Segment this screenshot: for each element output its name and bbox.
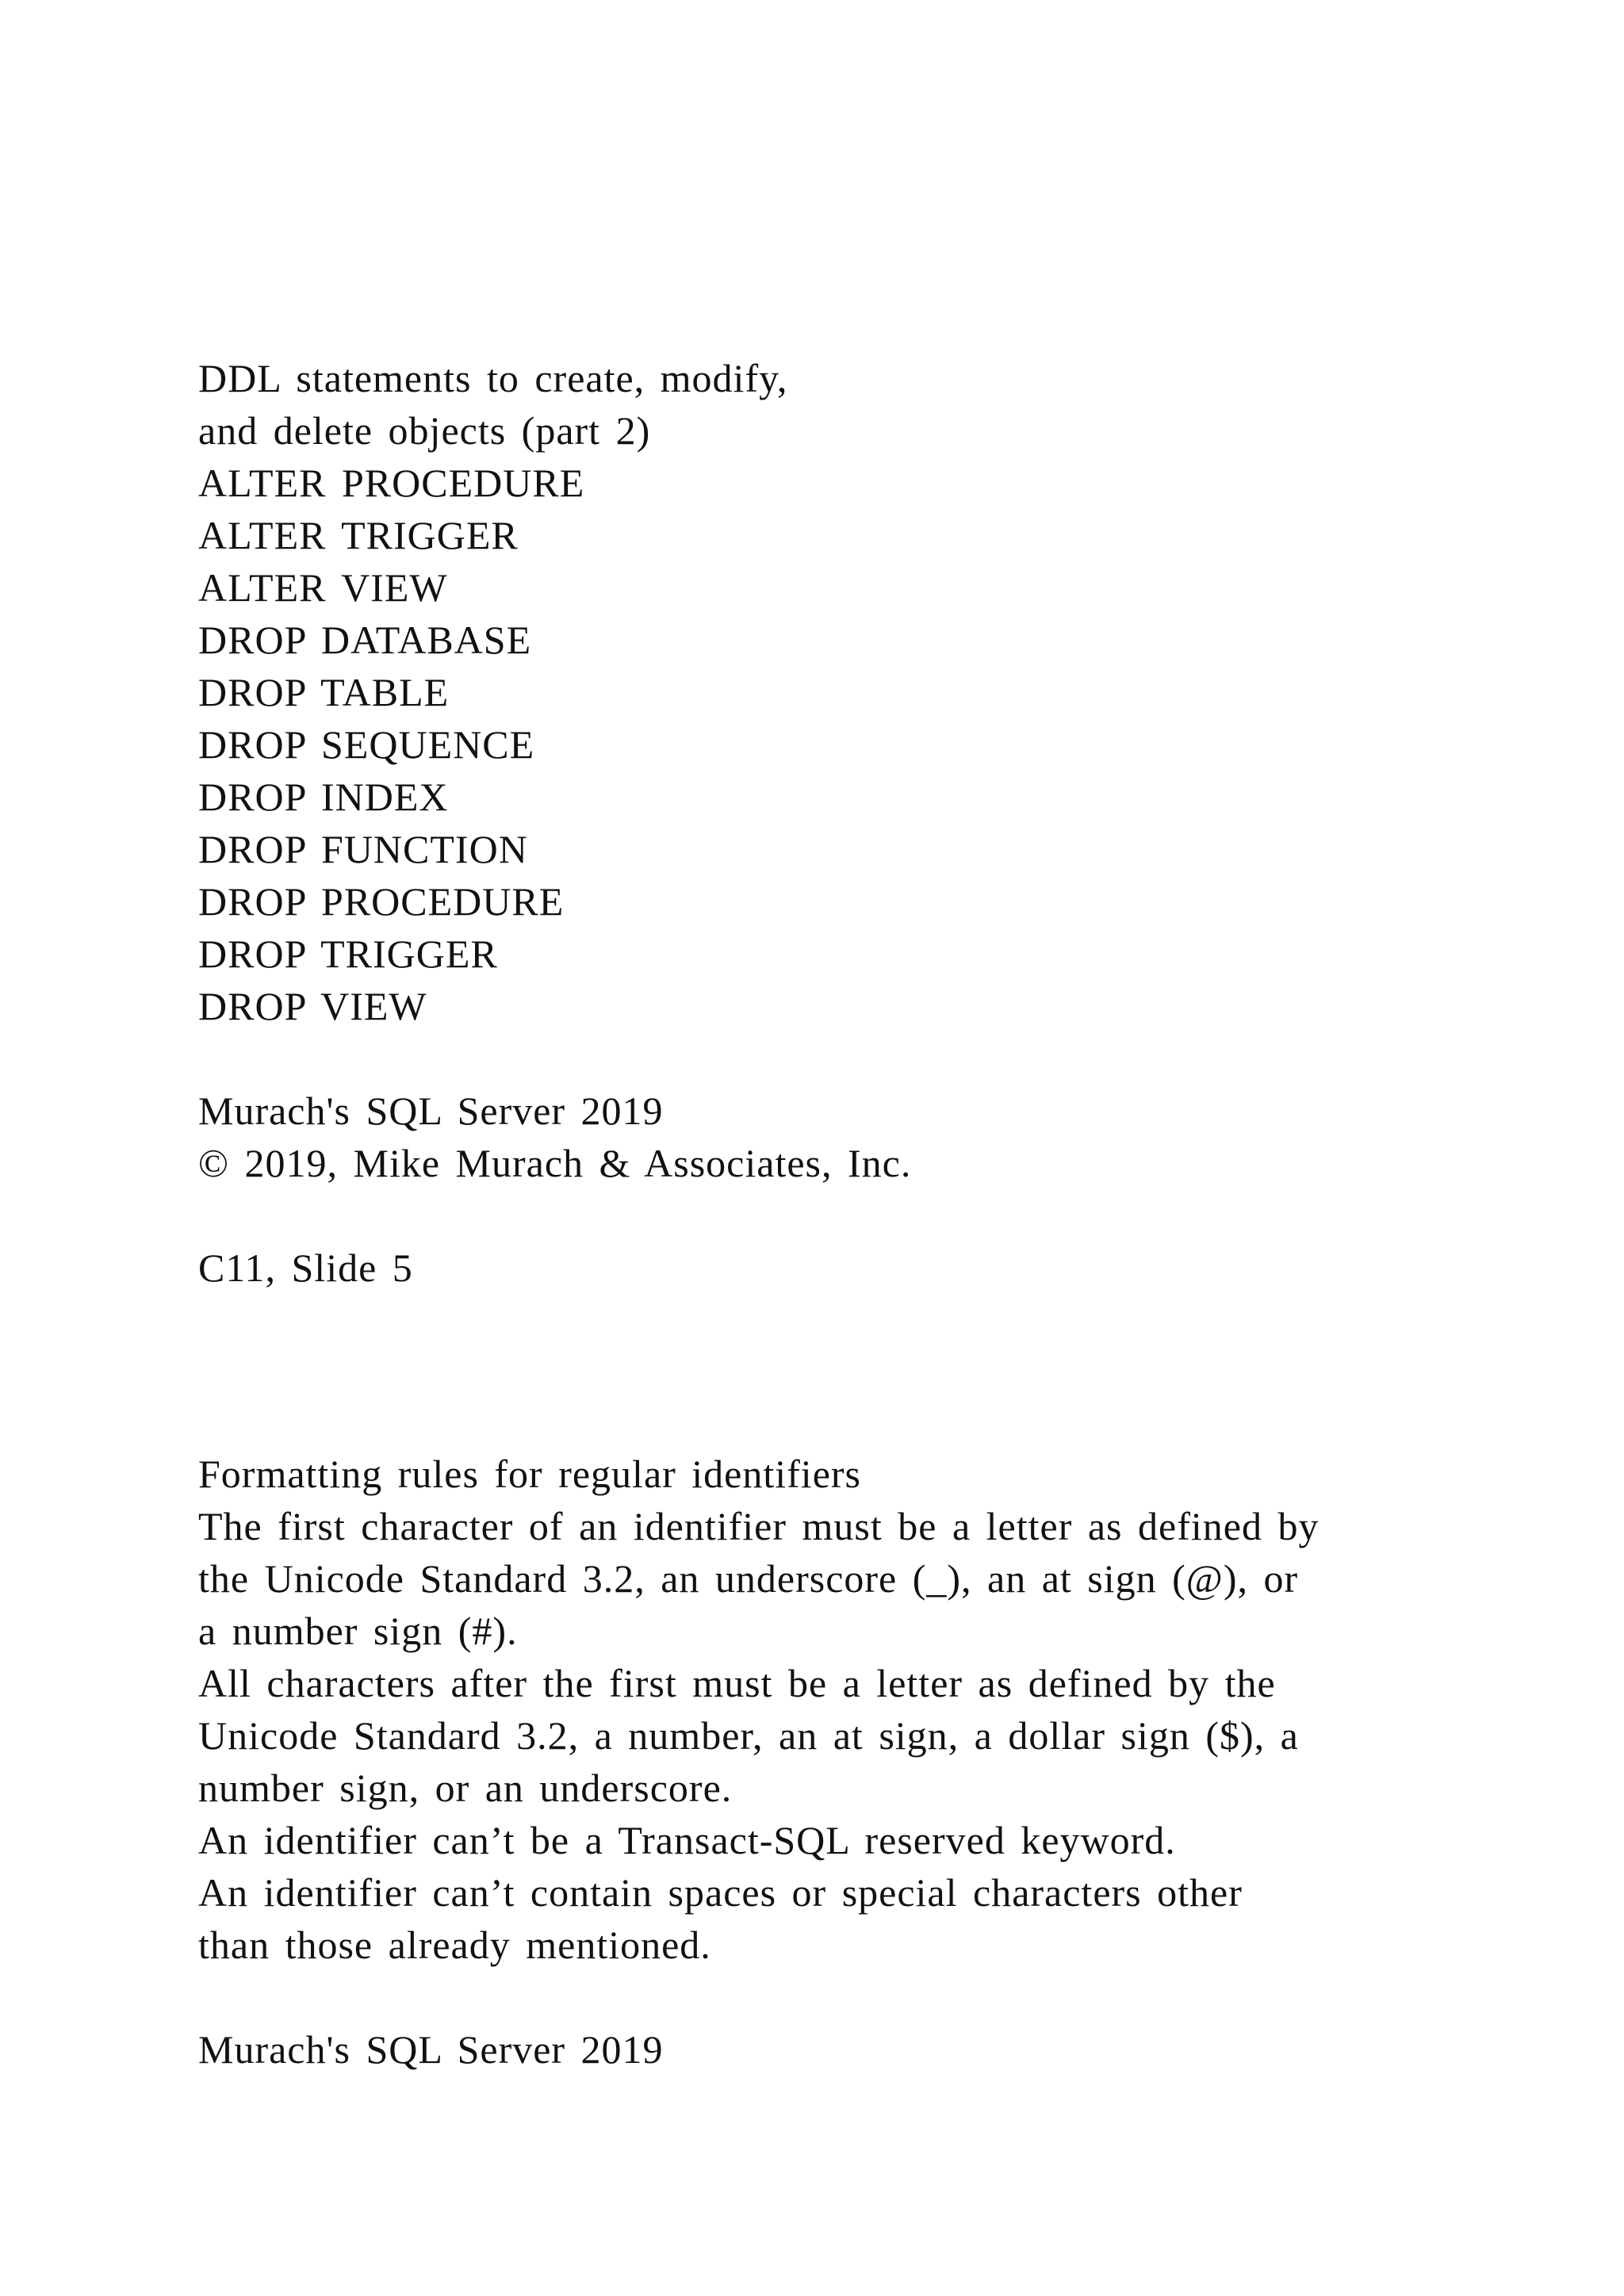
slide-6-text: [198, 1448, 1546, 2076]
statement-drop-procedure: DROP PROCEDURE: [198, 879, 565, 924]
statement-drop-index: DROP INDEX: [198, 775, 449, 819]
rule-line-9: than those already mentioned.: [198, 1923, 711, 1967]
slide-5-text: [198, 352, 1546, 1294]
footer-slide-number: C11, Slide 5: [198, 1246, 413, 1290]
rule-line-5: Unicode Standard 3.2, a number, an at sign, a dollar sign ($), a: [198, 1713, 1299, 1758]
statement-drop-function: DROP FUNCTION: [198, 827, 528, 871]
rule-line-4: All characters after the first must be a letter as defined by the: [198, 1661, 1276, 1705]
statement-drop-table: DROP TABLE: [198, 670, 450, 714]
slide-title: Formatting rules for regular identifiers: [198, 1452, 861, 1496]
spacer: [198, 1189, 1546, 1242]
rule-line-1: The first character of an identifier must be a letter as defined by: [198, 1504, 1320, 1548]
rule-line-3: a number sign (#).: [198, 1609, 518, 1653]
spacer: [198, 1032, 1546, 1085]
rule-line-6: number sign, or an underscore.: [198, 1766, 733, 1810]
footer-book-title: Murach's SQL Server 2019: [198, 2027, 664, 2072]
rule-line-8: An identifier can’t contain spaces or special characters other: [198, 1870, 1243, 1915]
statement-alter-trigger: ALTER TRIGGER: [198, 513, 519, 557]
rule-line-7: An identifier can’t be a Transact-SQL reserved keyword.: [198, 1818, 1176, 1862]
slide-title-line-1: DDL statements to create, modify,: [198, 356, 788, 400]
statement-drop-sequence: DROP SEQUENCE: [198, 722, 535, 767]
footer-copyright: © 2019, Mike Murach & Associates, Inc.: [198, 1141, 912, 1185]
statement-alter-view: ALTER VIEW: [198, 565, 448, 610]
statement-drop-trigger: DROP TRIGGER: [198, 932, 498, 976]
statement-alter-procedure: ALTER PROCEDURE: [198, 461, 585, 505]
statement-drop-database: DROP DATABASE: [198, 618, 532, 662]
statement-drop-view: DROP VIEW: [198, 984, 427, 1028]
footer-book-title: Murach's SQL Server 2019: [198, 1089, 664, 1133]
slide-title-line-2: and delete objects (part 2): [198, 408, 651, 453]
spacer: [198, 1971, 1546, 2023]
rule-line-2: the Unicode Standard 3.2, an underscore (_), an at sign (@), or: [198, 1556, 1299, 1601]
